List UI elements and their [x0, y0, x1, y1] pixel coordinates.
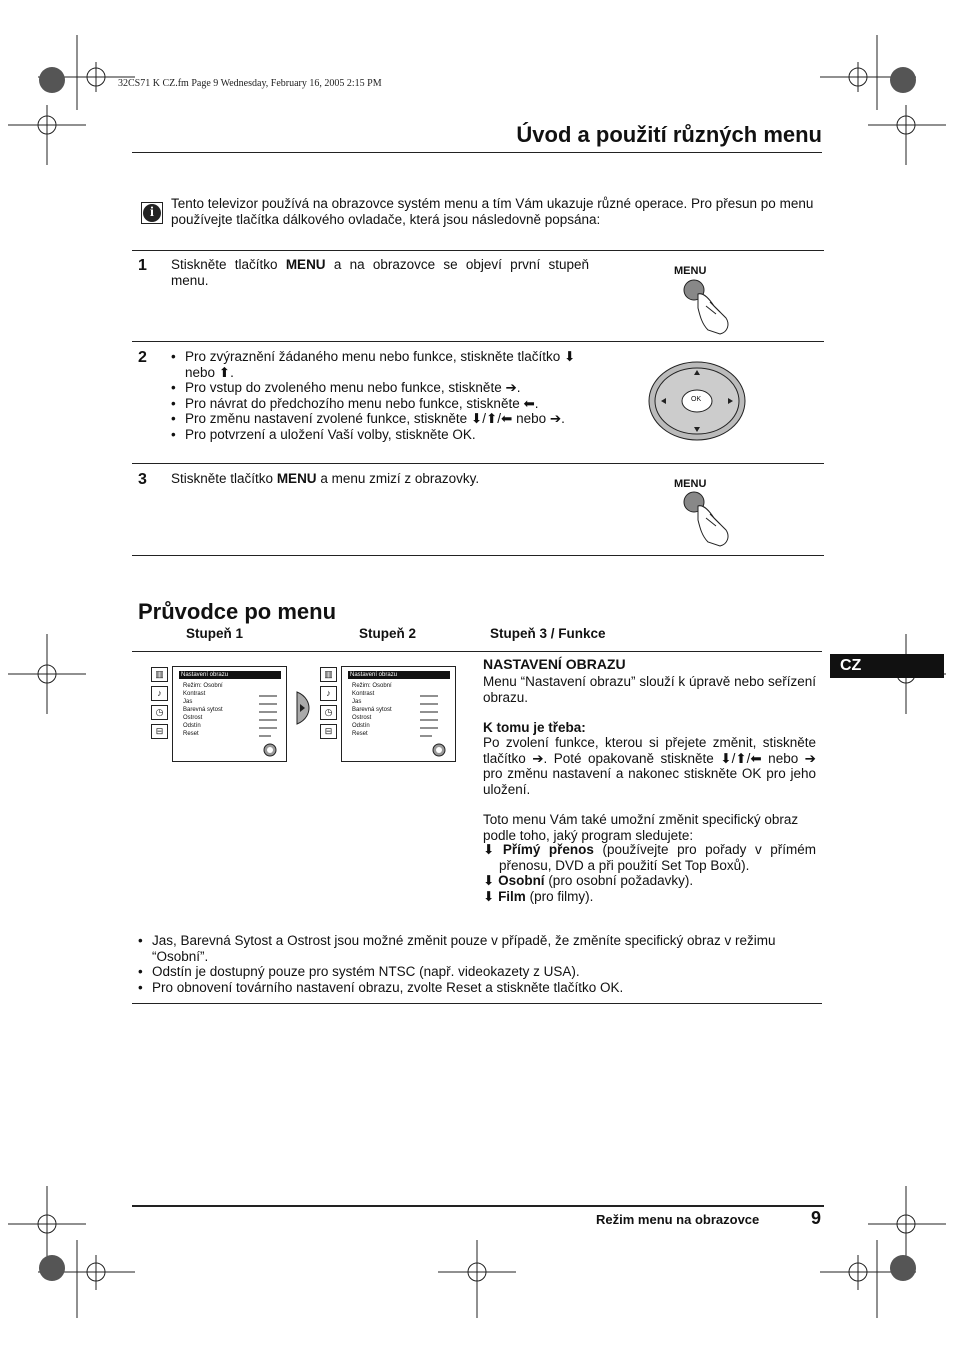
tv-screen-level2 [341, 666, 456, 762]
step-bullets [171, 349, 591, 442]
step-number: 3 [138, 471, 147, 488]
file-info: 32CS71 K CZ.fm Page 9 Wednesday, February 16, 2005 2:15 PM [118, 78, 382, 89]
ok-label: OK [691, 396, 702, 403]
slider-indicators [418, 693, 442, 741]
section-title: Průvodce po menu [138, 599, 337, 624]
menu-item: Barevná sytost [183, 707, 223, 713]
step-text: Stiskněte tlačítko MENU a na obrazovce se objeví první stupeň menu. [171, 257, 589, 288]
column-header: Stupeň 2 [359, 626, 417, 641]
menu-item: Barevná sytost [352, 707, 392, 713]
list-item: • Pro vstup do zvoleného menu nebo funkce, stiskněte ➔. [171, 380, 591, 396]
info-icon: i [141, 202, 163, 224]
step-text: Stiskněte tlačítko MENU a menu zmizí z obrazovky. [171, 471, 480, 486]
ok-navigation-icon [263, 743, 277, 757]
list-item: ⬇ Osobní (pro osobní požadavky). [483, 873, 694, 888]
language-tab: CZ [830, 654, 944, 678]
menu-item: Kontrast [183, 691, 206, 697]
tv-screen-level1 [172, 666, 287, 762]
howto-title: K tomu je třeba: [483, 720, 586, 735]
picture-menu-icon: ▥ [151, 667, 168, 682]
howto-text: Po zvolení funkce, kterou si přejete změnit, stiskněte tlačítko ➔. Poté opakovaně stiskněte ⬇/⬆/⬅ nebo ➔ pro změnu nastavení a nakonec stiskněte OK pro jeho uložení. [483, 735, 816, 797]
function-description: Menu “Nastavení obrazu” slouží k úpravě nebo seřízení obrazu. [483, 674, 816, 705]
footer-section: Režim menu na obrazovce [596, 1212, 760, 1227]
menu-item: Jas [183, 699, 193, 705]
sound-menu-icon: ♪ [151, 686, 168, 701]
hand-press-menu-icon [676, 490, 736, 550]
slider-indicators [257, 693, 281, 741]
step-number: 1 [138, 257, 147, 274]
notes-list [138, 933, 818, 995]
menu-item: Odstín [183, 723, 201, 729]
menu-button-label: MENU [674, 478, 707, 490]
sound-menu-icon: ♪ [320, 686, 337, 701]
menu-item: Ostrost [352, 715, 372, 721]
setup-menu-icon: ⊟ [151, 724, 168, 739]
menu-item: Odstín [352, 723, 370, 729]
note-item: • Odstín je dostupný pouze pro systém NTSC (např. videokazety z USA). [138, 964, 818, 980]
setup-menu-icon: ⊟ [320, 724, 337, 739]
menu-item-selected: Režim: Osobní [352, 683, 392, 689]
function-heading: NASTAVENÍ OBRAZU [483, 656, 626, 672]
screen-title: Nastavení obrazu [348, 671, 450, 679]
menu-button-label: MENU [674, 265, 707, 277]
menu-item: Jas [352, 699, 362, 705]
ok-navigation-icon [432, 743, 446, 757]
screen-title: Nastavení obrazu [179, 671, 281, 679]
intro-text: Tento televizor používá na obrazovce systém menu a tím Vám ukazuje různé operace. Pro přesun po menu používejte tlačítka dálkového ovladače, která jsou následovně popsána: [171, 196, 814, 227]
list-item: • Pro změnu nastavení zvolené funkce, stiskněte ⬇/⬆/⬅ nebo ➔. [171, 411, 591, 427]
page-title: Úvod a použití různých menu [516, 122, 822, 147]
menu-item: Reset [183, 731, 199, 737]
menu-item: Reset [352, 731, 368, 737]
menu-item: Režim: Osobní [183, 683, 223, 689]
list-item: • Pro zvýraznění žádaného menu nebo funkce, stiskněte tlačítko ⬇ nebo ⬆. [171, 349, 591, 380]
arrow-right-icon [295, 690, 311, 726]
list-item: ⬇ Film (pro filmy). [483, 888, 594, 904]
column-header: Stupeň 1 [186, 626, 244, 641]
hand-press-menu-icon [676, 278, 736, 338]
note-item: • Jas, Barevná Sytost a Ostrost jsou možné změnit pouze v případě, že změníte specifický obraz v režimu “Osobní”. [138, 933, 818, 964]
modes-intro: Toto menu Vám také umožní změnit specifický obraz podle toho, jaký program sledujete: [483, 812, 799, 843]
page-number: 9 [811, 1208, 822, 1228]
picture-menu-icon: ▥ [320, 667, 337, 682]
title-rule [132, 152, 822, 153]
list-item: • Pro potvrzení a uložení Vaší volby, stiskněte OK. [171, 427, 591, 443]
timer-menu-icon: ◷ [151, 705, 168, 720]
note-item: • Pro obnovení továrního nastavení obrazu, zvolte Reset a stiskněte tlačítko OK. [138, 980, 818, 996]
column-header: Stupeň 3 / Funkce [490, 626, 606, 641]
timer-menu-icon: ◷ [320, 705, 337, 720]
modes-list [483, 842, 816, 904]
menu-item: Ostrost [183, 715, 203, 721]
list-item: ⬇ Přímý přenos (používejte pro pořady v přímém přenosu, DVD a při použití Set Top Boxů). [483, 842, 816, 873]
menu-item: Kontrast [352, 691, 375, 697]
list-item: • Pro návrat do předchozího menu nebo funkce, stiskněte ⬅. [171, 396, 591, 412]
step-number: 2 [138, 349, 147, 366]
